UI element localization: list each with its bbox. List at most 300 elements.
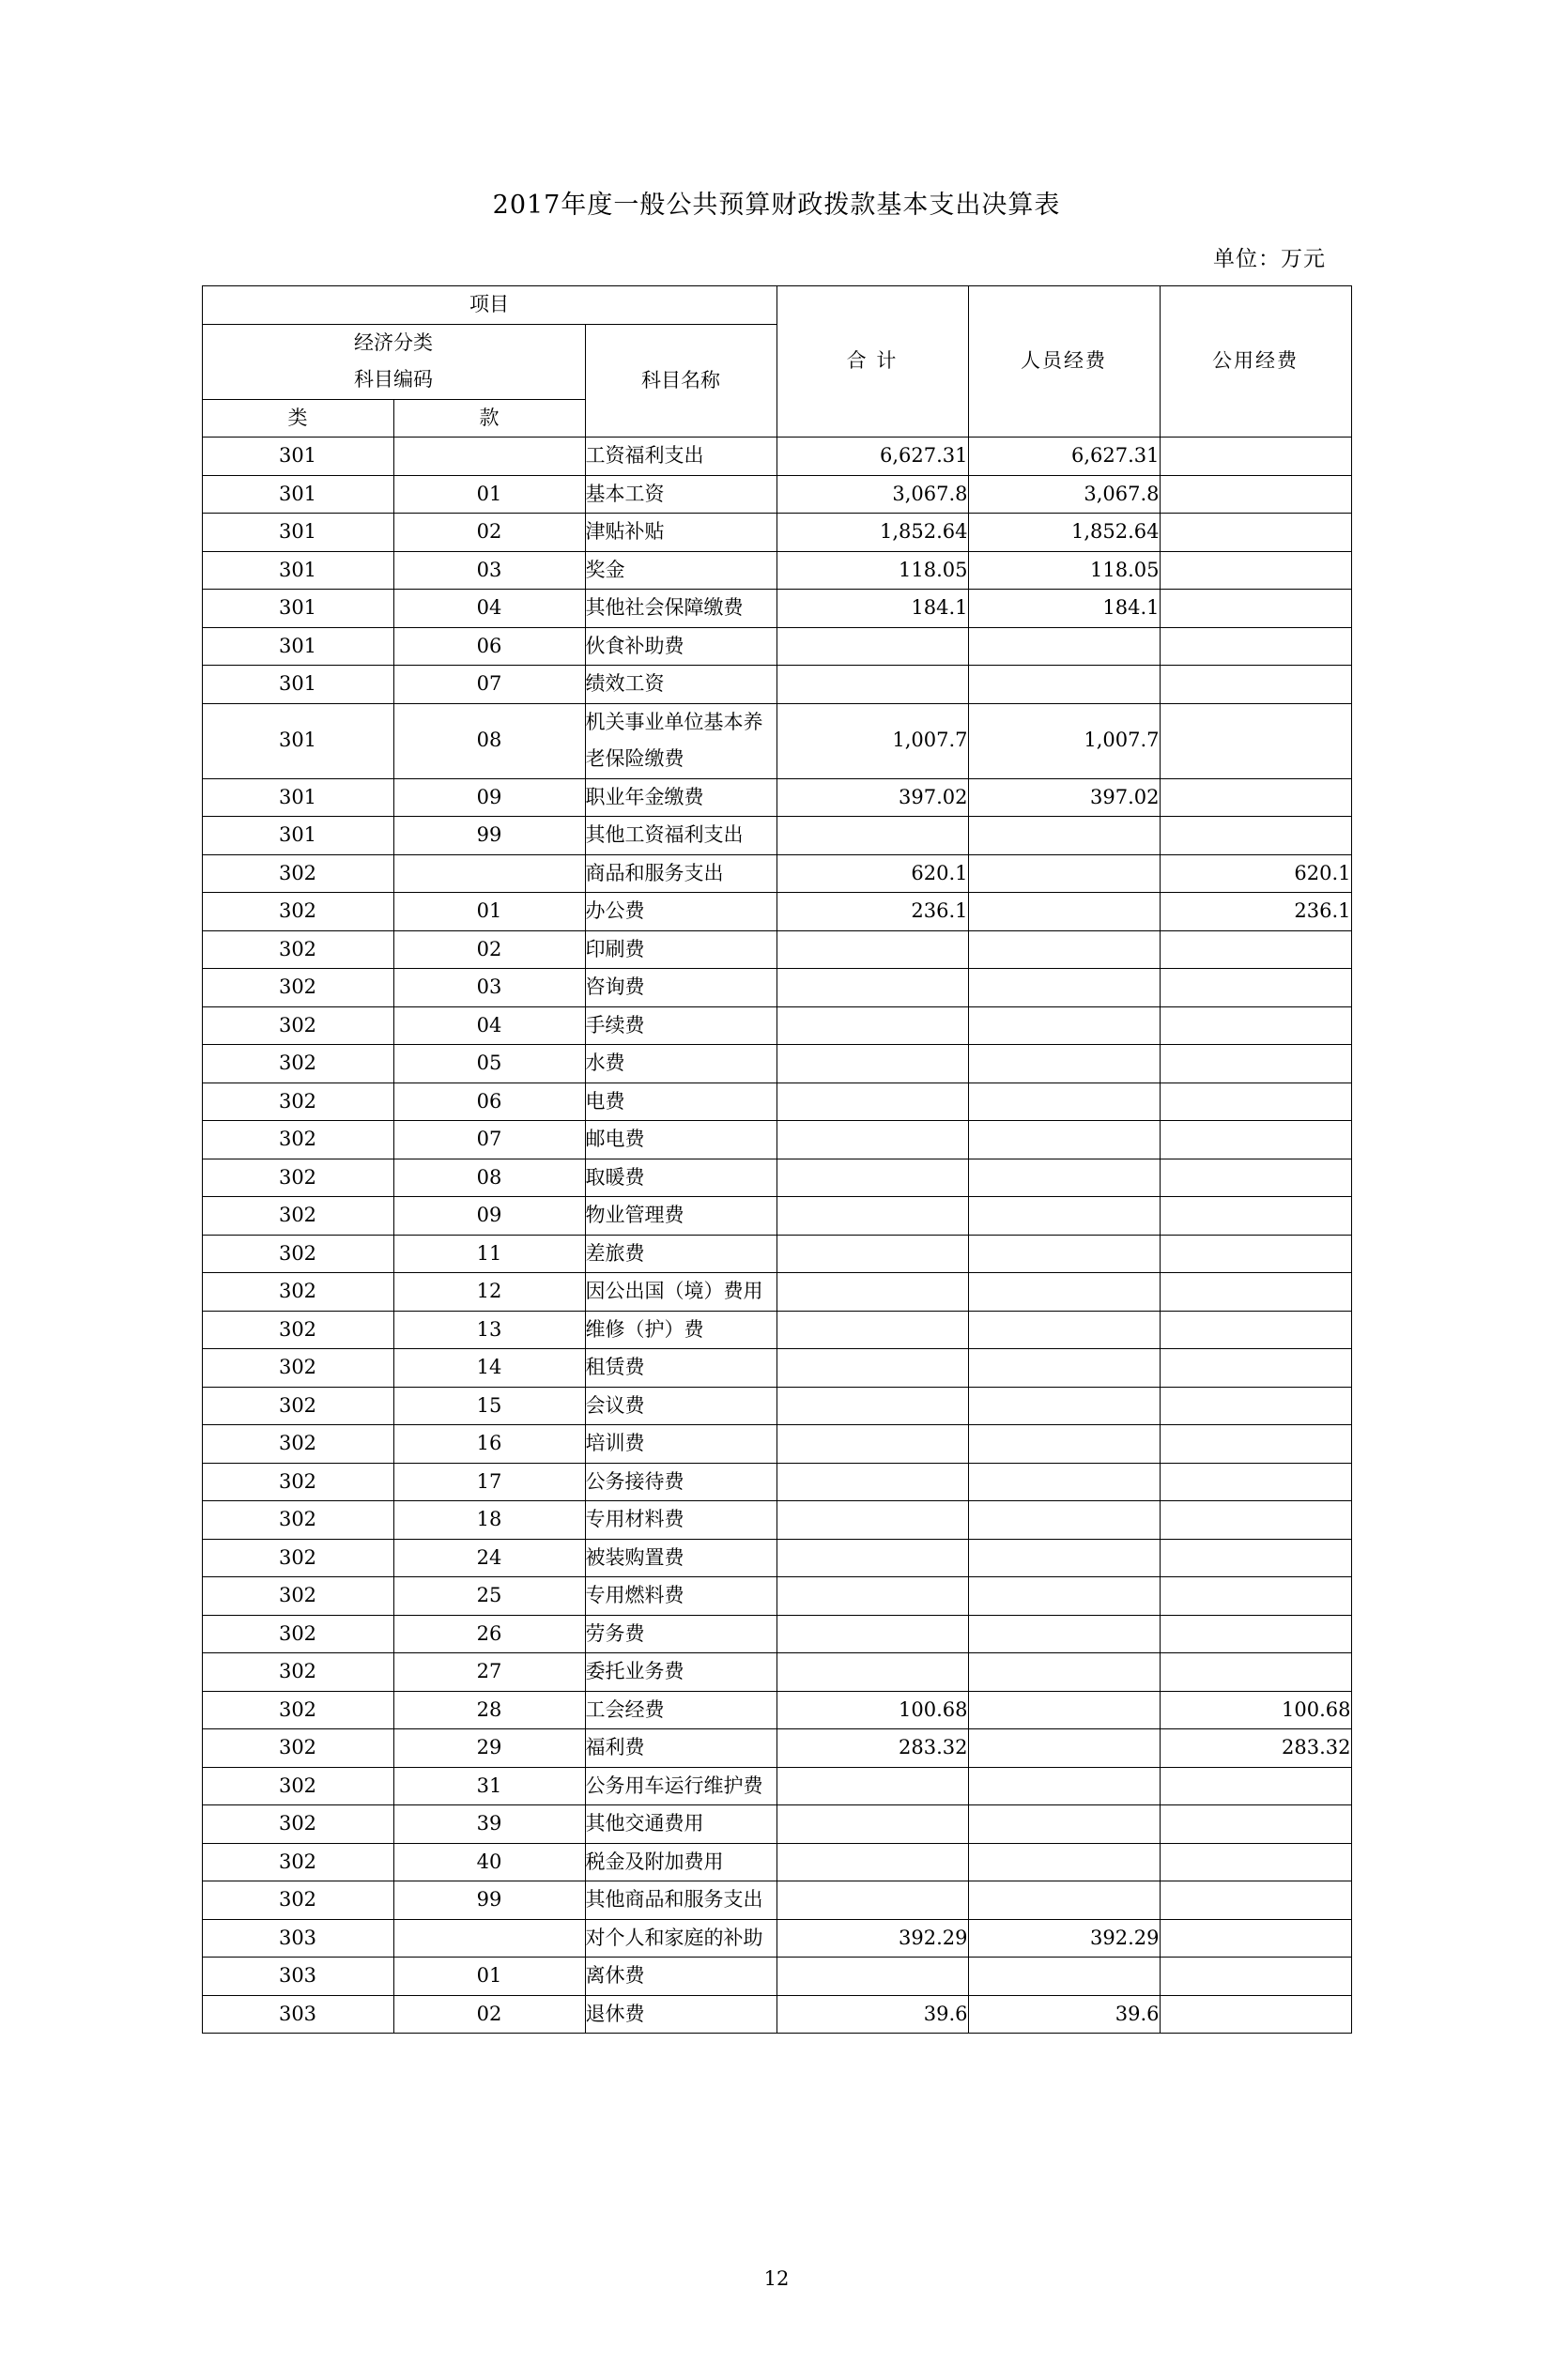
header-public: 公用经费 — [1160, 286, 1351, 438]
cell-subject-name: 其他交通费用 — [585, 1805, 776, 1844]
cell-subject-name: 邮电费 — [585, 1121, 776, 1159]
table-row — [202, 475, 1351, 514]
cell-personnel — [968, 1615, 1160, 1653]
cell-sub-code: 01 — [393, 475, 585, 514]
cell-total — [776, 1045, 968, 1083]
cell-total: 6,627.31 — [776, 438, 968, 476]
cell-public — [1160, 1881, 1351, 1920]
cell-class-code: 302 — [202, 1045, 393, 1083]
table-row — [202, 590, 1351, 628]
cell-class-code: 301 — [202, 666, 393, 704]
cell-public — [1160, 703, 1351, 778]
cell-class-code: 302 — [202, 1349, 393, 1388]
cell-class-code: 302 — [202, 1425, 393, 1464]
cell-personnel — [968, 1881, 1160, 1920]
cell-personnel — [968, 1691, 1160, 1729]
cell-total: 39.6 — [776, 1995, 968, 2034]
cell-class-code: 302 — [202, 1273, 393, 1312]
cell-subject-name: 维修（护）费 — [585, 1311, 776, 1349]
cell-public — [1160, 627, 1351, 666]
cell-class-code: 302 — [202, 1235, 393, 1273]
cell-personnel: 1,852.64 — [968, 514, 1160, 552]
cell-public — [1160, 1463, 1351, 1501]
cell-subject-name: 奖金 — [585, 551, 776, 590]
cell-sub-code: 24 — [393, 1539, 585, 1577]
cell-personnel — [968, 1958, 1160, 1996]
cell-public — [1160, 1273, 1351, 1312]
cell-subject-name: 委托业务费 — [585, 1653, 776, 1692]
cell-sub-code: 01 — [393, 1958, 585, 1996]
cell-personnel — [968, 1159, 1160, 1197]
page-title: 2017年度一般公共预算财政拨款基本支出决算表 — [492, 191, 1061, 220]
cell-public — [1160, 1919, 1351, 1958]
cell-total — [776, 1805, 968, 1844]
cell-sub-code: 09 — [393, 1197, 585, 1236]
cell-sub-code: 18 — [393, 1501, 585, 1540]
cell-sub-code: 99 — [393, 1881, 585, 1920]
table-row — [202, 1083, 1351, 1121]
cell-subject-name: 手续费 — [585, 1006, 776, 1045]
cell-sub-code: 26 — [393, 1615, 585, 1653]
cell-subject-name: 培训费 — [585, 1425, 776, 1464]
cell-class-code: 302 — [202, 893, 393, 931]
cell-class-code: 302 — [202, 930, 393, 969]
cell-class-code: 302 — [202, 1615, 393, 1653]
cell-subject-name: 退休费 — [585, 1995, 776, 2034]
cell-total — [776, 1881, 968, 1920]
cell-class-code: 303 — [202, 1919, 393, 1958]
cell-public: 100.68 — [1160, 1691, 1351, 1729]
cell-sub-code: 06 — [393, 1083, 585, 1121]
cell-subject-name: 租赁费 — [585, 1349, 776, 1388]
cell-subject-name: 津贴补贴 — [585, 514, 776, 552]
cell-personnel — [968, 1311, 1160, 1349]
cell-total: 1,852.64 — [776, 514, 968, 552]
cell-total — [776, 1311, 968, 1349]
cell-total — [776, 1006, 968, 1045]
cell-personnel — [968, 1425, 1160, 1464]
cell-public: 236.1 — [1160, 893, 1351, 931]
cell-personnel — [968, 1235, 1160, 1273]
cell-total — [776, 1083, 968, 1121]
cell-class-code: 301 — [202, 817, 393, 855]
header-personnel: 人员经费 — [968, 286, 1160, 438]
cell-subject-name: 职业年金缴费 — [585, 778, 776, 817]
table-row — [202, 1387, 1351, 1425]
page-number: 12 — [763, 2267, 790, 2290]
table-row — [202, 1311, 1351, 1349]
cell-personnel: 397.02 — [968, 778, 1160, 817]
cell-subject-name: 福利费 — [585, 1729, 776, 1768]
cell-subject-name: 绩效工资 — [585, 666, 776, 704]
cell-personnel — [968, 1729, 1160, 1768]
cell-class-code: 302 — [202, 1006, 393, 1045]
cell-total: 620.1 — [776, 854, 968, 893]
cell-public — [1160, 1577, 1351, 1616]
cell-personnel: 184.1 — [968, 590, 1160, 628]
cell-personnel — [968, 1501, 1160, 1540]
cell-sub-code: 08 — [393, 703, 585, 778]
cell-personnel — [968, 930, 1160, 969]
cell-personnel — [968, 666, 1160, 704]
table-row — [202, 1159, 1351, 1197]
cell-personnel — [968, 817, 1160, 855]
table-row — [202, 930, 1351, 969]
cell-sub-code: 28 — [393, 1691, 585, 1729]
cell-total — [776, 1387, 968, 1425]
cell-total — [776, 1577, 968, 1616]
cell-sub-code: 12 — [393, 1273, 585, 1312]
cell-public — [1160, 1159, 1351, 1197]
cell-public — [1160, 1121, 1351, 1159]
cell-total — [776, 1539, 968, 1577]
cell-total — [776, 1767, 968, 1805]
table-row — [202, 1045, 1351, 1083]
cell-total — [776, 1843, 968, 1881]
header-sub: 款 — [393, 399, 585, 438]
cell-personnel — [968, 1463, 1160, 1501]
table-row — [202, 778, 1351, 817]
cell-public — [1160, 1235, 1351, 1273]
cell-class-code: 301 — [202, 438, 393, 476]
table-row — [202, 1463, 1351, 1501]
cell-subject-name: 离休费 — [585, 1958, 776, 1996]
table-row — [202, 969, 1351, 1007]
cell-subject-name: 其他工资福利支出 — [585, 817, 776, 855]
table-row — [202, 1729, 1351, 1768]
table-row — [202, 1919, 1351, 1958]
cell-sub-code: 03 — [393, 551, 585, 590]
cell-sub-code: 15 — [393, 1387, 585, 1425]
cell-total: 392.29 — [776, 1919, 968, 1958]
cell-class-code: 302 — [202, 1083, 393, 1121]
cell-sub-code — [393, 854, 585, 893]
cell-total: 397.02 — [776, 778, 968, 817]
cell-personnel — [968, 1197, 1160, 1236]
cell-public — [1160, 1197, 1351, 1236]
cell-class-code: 302 — [202, 1805, 393, 1844]
cell-public — [1160, 930, 1351, 969]
cell-sub-code: 07 — [393, 666, 585, 704]
cell-subject-name: 其他社会保障缴费 — [585, 590, 776, 628]
header-subject-name: 科目名称 — [585, 324, 776, 438]
cell-sub-code: 29 — [393, 1729, 585, 1768]
cell-public — [1160, 1958, 1351, 1996]
cell-class-code: 302 — [202, 1159, 393, 1197]
cell-public — [1160, 551, 1351, 590]
cell-class-code: 302 — [202, 1729, 393, 1768]
cell-total — [776, 1653, 968, 1692]
cell-subject-name: 差旅费 — [585, 1235, 776, 1273]
cell-total — [776, 817, 968, 855]
cell-personnel — [968, 1273, 1160, 1312]
cell-subject-name: 专用燃料费 — [585, 1577, 776, 1616]
cell-public — [1160, 1615, 1351, 1653]
cell-personnel — [968, 969, 1160, 1007]
document-page — [0, 184, 1553, 2380]
cell-subject-name: 专用材料费 — [585, 1501, 776, 1540]
cell-sub-code: 08 — [393, 1159, 585, 1197]
cell-total — [776, 627, 968, 666]
header-code-group — [202, 324, 585, 399]
cell-personnel — [968, 1349, 1160, 1388]
header-code-line-2: 科目编码 — [354, 368, 433, 391]
cell-subject-name: 工资福利支出 — [585, 438, 776, 476]
cell-sub-code: 11 — [393, 1235, 585, 1273]
cell-total — [776, 930, 968, 969]
cell-public — [1160, 778, 1351, 817]
cell-subject-name: 电费 — [585, 1083, 776, 1121]
table-row — [202, 514, 1351, 552]
cell-subject-name: 因公出国（境）费用 — [585, 1273, 776, 1312]
cell-subject-name: 公务用车运行维护费 — [585, 1767, 776, 1805]
table-row — [202, 1006, 1351, 1045]
table-row — [202, 1691, 1351, 1729]
cell-personnel — [968, 1083, 1160, 1121]
cell-public — [1160, 590, 1351, 628]
cell-subject-name: 伙食补助费 — [585, 627, 776, 666]
cell-subject-name: 其他商品和服务支出 — [585, 1881, 776, 1920]
cell-public — [1160, 514, 1351, 552]
cell-class-code: 301 — [202, 551, 393, 590]
table-row — [202, 627, 1351, 666]
cell-subject-name: 办公费 — [585, 893, 776, 931]
cell-total — [776, 666, 968, 704]
table-row — [202, 703, 1351, 778]
cell-public — [1160, 1995, 1351, 2034]
cell-class-code: 302 — [202, 1653, 393, 1692]
cell-sub-code: 99 — [393, 817, 585, 855]
cell-personnel — [968, 854, 1160, 893]
cell-personnel — [968, 1006, 1160, 1045]
table-row — [202, 1501, 1351, 1540]
cell-subject-name: 基本工资 — [585, 475, 776, 514]
cell-total — [776, 1121, 968, 1159]
cell-personnel — [968, 1045, 1160, 1083]
cell-total — [776, 1958, 968, 1996]
table-body — [202, 438, 1351, 2034]
cell-personnel: 392.29 — [968, 1919, 1160, 1958]
cell-sub-code: 05 — [393, 1045, 585, 1083]
cell-sub-code: 02 — [393, 514, 585, 552]
cell-class-code: 302 — [202, 854, 393, 893]
cell-subject-name: 公务接待费 — [585, 1463, 776, 1501]
cell-class-code: 302 — [202, 1463, 393, 1501]
cell-personnel — [968, 1653, 1160, 1692]
cell-subject-name: 商品和服务支出 — [585, 854, 776, 893]
table-row — [202, 438, 1351, 476]
table-row — [202, 1425, 1351, 1464]
table-row — [202, 1197, 1351, 1236]
cell-public — [1160, 1311, 1351, 1349]
cell-personnel — [968, 1805, 1160, 1844]
cell-total — [776, 1349, 968, 1388]
cell-sub-code: 03 — [393, 969, 585, 1007]
cell-personnel: 3,067.8 — [968, 475, 1160, 514]
cell-class-code: 303 — [202, 1995, 393, 2034]
cell-class-code: 302 — [202, 1501, 393, 1540]
cell-sub-code: 39 — [393, 1805, 585, 1844]
cell-public — [1160, 1843, 1351, 1881]
cell-class-code: 302 — [202, 1577, 393, 1616]
table-row — [202, 1273, 1351, 1312]
cell-sub-code: 17 — [393, 1463, 585, 1501]
cell-total — [776, 969, 968, 1007]
cell-subject-name: 会议费 — [585, 1387, 776, 1425]
cell-class-code: 301 — [202, 514, 393, 552]
cell-personnel — [968, 1843, 1160, 1881]
budget-table — [202, 285, 1352, 2034]
cell-total: 1,007.7 — [776, 703, 968, 778]
cell-sub-code: 31 — [393, 1767, 585, 1805]
table-row — [202, 817, 1351, 855]
cell-sub-code: 06 — [393, 627, 585, 666]
cell-public — [1160, 1387, 1351, 1425]
table-row — [202, 1843, 1351, 1881]
cell-sub-code: 04 — [393, 1006, 585, 1045]
table-row — [202, 1767, 1351, 1805]
cell-total: 118.05 — [776, 551, 968, 590]
cell-personnel — [968, 627, 1160, 666]
table-row — [202, 1958, 1351, 1996]
cell-public — [1160, 969, 1351, 1007]
cell-subject-name: 取暖费 — [585, 1159, 776, 1197]
cell-public — [1160, 475, 1351, 514]
cell-total — [776, 1159, 968, 1197]
cell-class-code: 302 — [202, 1767, 393, 1805]
cell-personnel: 118.05 — [968, 551, 1160, 590]
cell-public — [1160, 1539, 1351, 1577]
cell-subject-name: 印刷费 — [585, 930, 776, 969]
header-class: 类 — [202, 399, 393, 438]
cell-total — [776, 1615, 968, 1653]
cell-public — [1160, 1349, 1351, 1388]
cell-total: 3,067.8 — [776, 475, 968, 514]
cell-subject-name: 机关事业单位基本养老保险缴费 — [585, 703, 776, 778]
table-row — [202, 666, 1351, 704]
cell-public — [1160, 1767, 1351, 1805]
cell-total: 100.68 — [776, 1691, 968, 1729]
table-header-row-1 — [202, 286, 1351, 325]
cell-sub-code: 04 — [393, 590, 585, 628]
cell-total — [776, 1273, 968, 1312]
cell-total: 184.1 — [776, 590, 968, 628]
cell-sub-code: 09 — [393, 778, 585, 817]
cell-public — [1160, 1653, 1351, 1692]
cell-class-code: 301 — [202, 778, 393, 817]
cell-sub-code: 01 — [393, 893, 585, 931]
table-row — [202, 551, 1351, 590]
cell-class-code: 302 — [202, 1691, 393, 1729]
cell-public — [1160, 1006, 1351, 1045]
cell-sub-code: 13 — [393, 1311, 585, 1349]
cell-class-code: 302 — [202, 1121, 393, 1159]
table-row — [202, 1577, 1351, 1616]
cell-subject-name: 被装购置费 — [585, 1539, 776, 1577]
cell-class-code: 302 — [202, 1843, 393, 1881]
cell-class-code: 301 — [202, 627, 393, 666]
cell-class-code: 302 — [202, 1387, 393, 1425]
table-row — [202, 1615, 1351, 1653]
cell-total — [776, 1197, 968, 1236]
cell-personnel — [968, 1121, 1160, 1159]
cell-class-code: 302 — [202, 1197, 393, 1236]
header-code-line-1: 经济分类 — [354, 330, 433, 354]
cell-sub-code — [393, 438, 585, 476]
header-total: 合 计 — [776, 286, 968, 438]
cell-sub-code — [393, 1919, 585, 1958]
cell-subject-name: 咨询费 — [585, 969, 776, 1007]
cell-class-code: 301 — [202, 590, 393, 628]
cell-personnel — [968, 1577, 1160, 1616]
table-row — [202, 893, 1351, 931]
cell-sub-code: 25 — [393, 1577, 585, 1616]
cell-public — [1160, 1083, 1351, 1121]
table-row — [202, 854, 1351, 893]
cell-subject-name: 劳务费 — [585, 1615, 776, 1653]
cell-total — [776, 1463, 968, 1501]
cell-total: 236.1 — [776, 893, 968, 931]
cell-public — [1160, 1425, 1351, 1464]
cell-class-code: 302 — [202, 1311, 393, 1349]
cell-total: 283.32 — [776, 1729, 968, 1768]
cell-sub-code: 02 — [393, 930, 585, 969]
cell-sub-code: 27 — [393, 1653, 585, 1692]
cell-personnel — [968, 1539, 1160, 1577]
cell-public: 620.1 — [1160, 854, 1351, 893]
cell-sub-code: 14 — [393, 1349, 585, 1388]
cell-personnel: 6,627.31 — [968, 438, 1160, 476]
cell-total — [776, 1501, 968, 1540]
cell-personnel — [968, 1387, 1160, 1425]
table-header — [202, 286, 1351, 438]
cell-subject-name: 工会经费 — [585, 1691, 776, 1729]
cell-class-code: 302 — [202, 1881, 393, 1920]
cell-class-code: 302 — [202, 969, 393, 1007]
table-row — [202, 1995, 1351, 2034]
table-row — [202, 1881, 1351, 1920]
cell-subject-name: 对个人和家庭的补助 — [585, 1919, 776, 1958]
cell-class-code: 303 — [202, 1958, 393, 1996]
header-item-group: 项目 — [202, 286, 776, 325]
cell-sub-code: 16 — [393, 1425, 585, 1464]
cell-personnel — [968, 893, 1160, 931]
cell-public: 283.32 — [1160, 1729, 1351, 1768]
cell-sub-code: 40 — [393, 1843, 585, 1881]
cell-personnel — [968, 1767, 1160, 1805]
table-row — [202, 1121, 1351, 1159]
table-row — [202, 1539, 1351, 1577]
cell-public — [1160, 817, 1351, 855]
cell-public — [1160, 1805, 1351, 1844]
cell-personnel: 1,007.7 — [968, 703, 1160, 778]
cell-class-code: 302 — [202, 1539, 393, 1577]
cell-total — [776, 1425, 968, 1464]
cell-sub-code: 02 — [393, 1995, 585, 2034]
cell-subject-name: 物业管理费 — [585, 1197, 776, 1236]
cell-public — [1160, 438, 1351, 476]
table-row — [202, 1349, 1351, 1388]
cell-total — [776, 1235, 968, 1273]
cell-public — [1160, 1045, 1351, 1083]
table-row — [202, 1235, 1351, 1273]
cell-public — [1160, 666, 1351, 704]
cell-personnel: 39.6 — [968, 1995, 1160, 2034]
cell-class-code: 301 — [202, 475, 393, 514]
cell-subject-name: 税金及附加费用 — [585, 1843, 776, 1881]
cell-class-code: 301 — [202, 703, 393, 778]
cell-public — [1160, 1501, 1351, 1540]
